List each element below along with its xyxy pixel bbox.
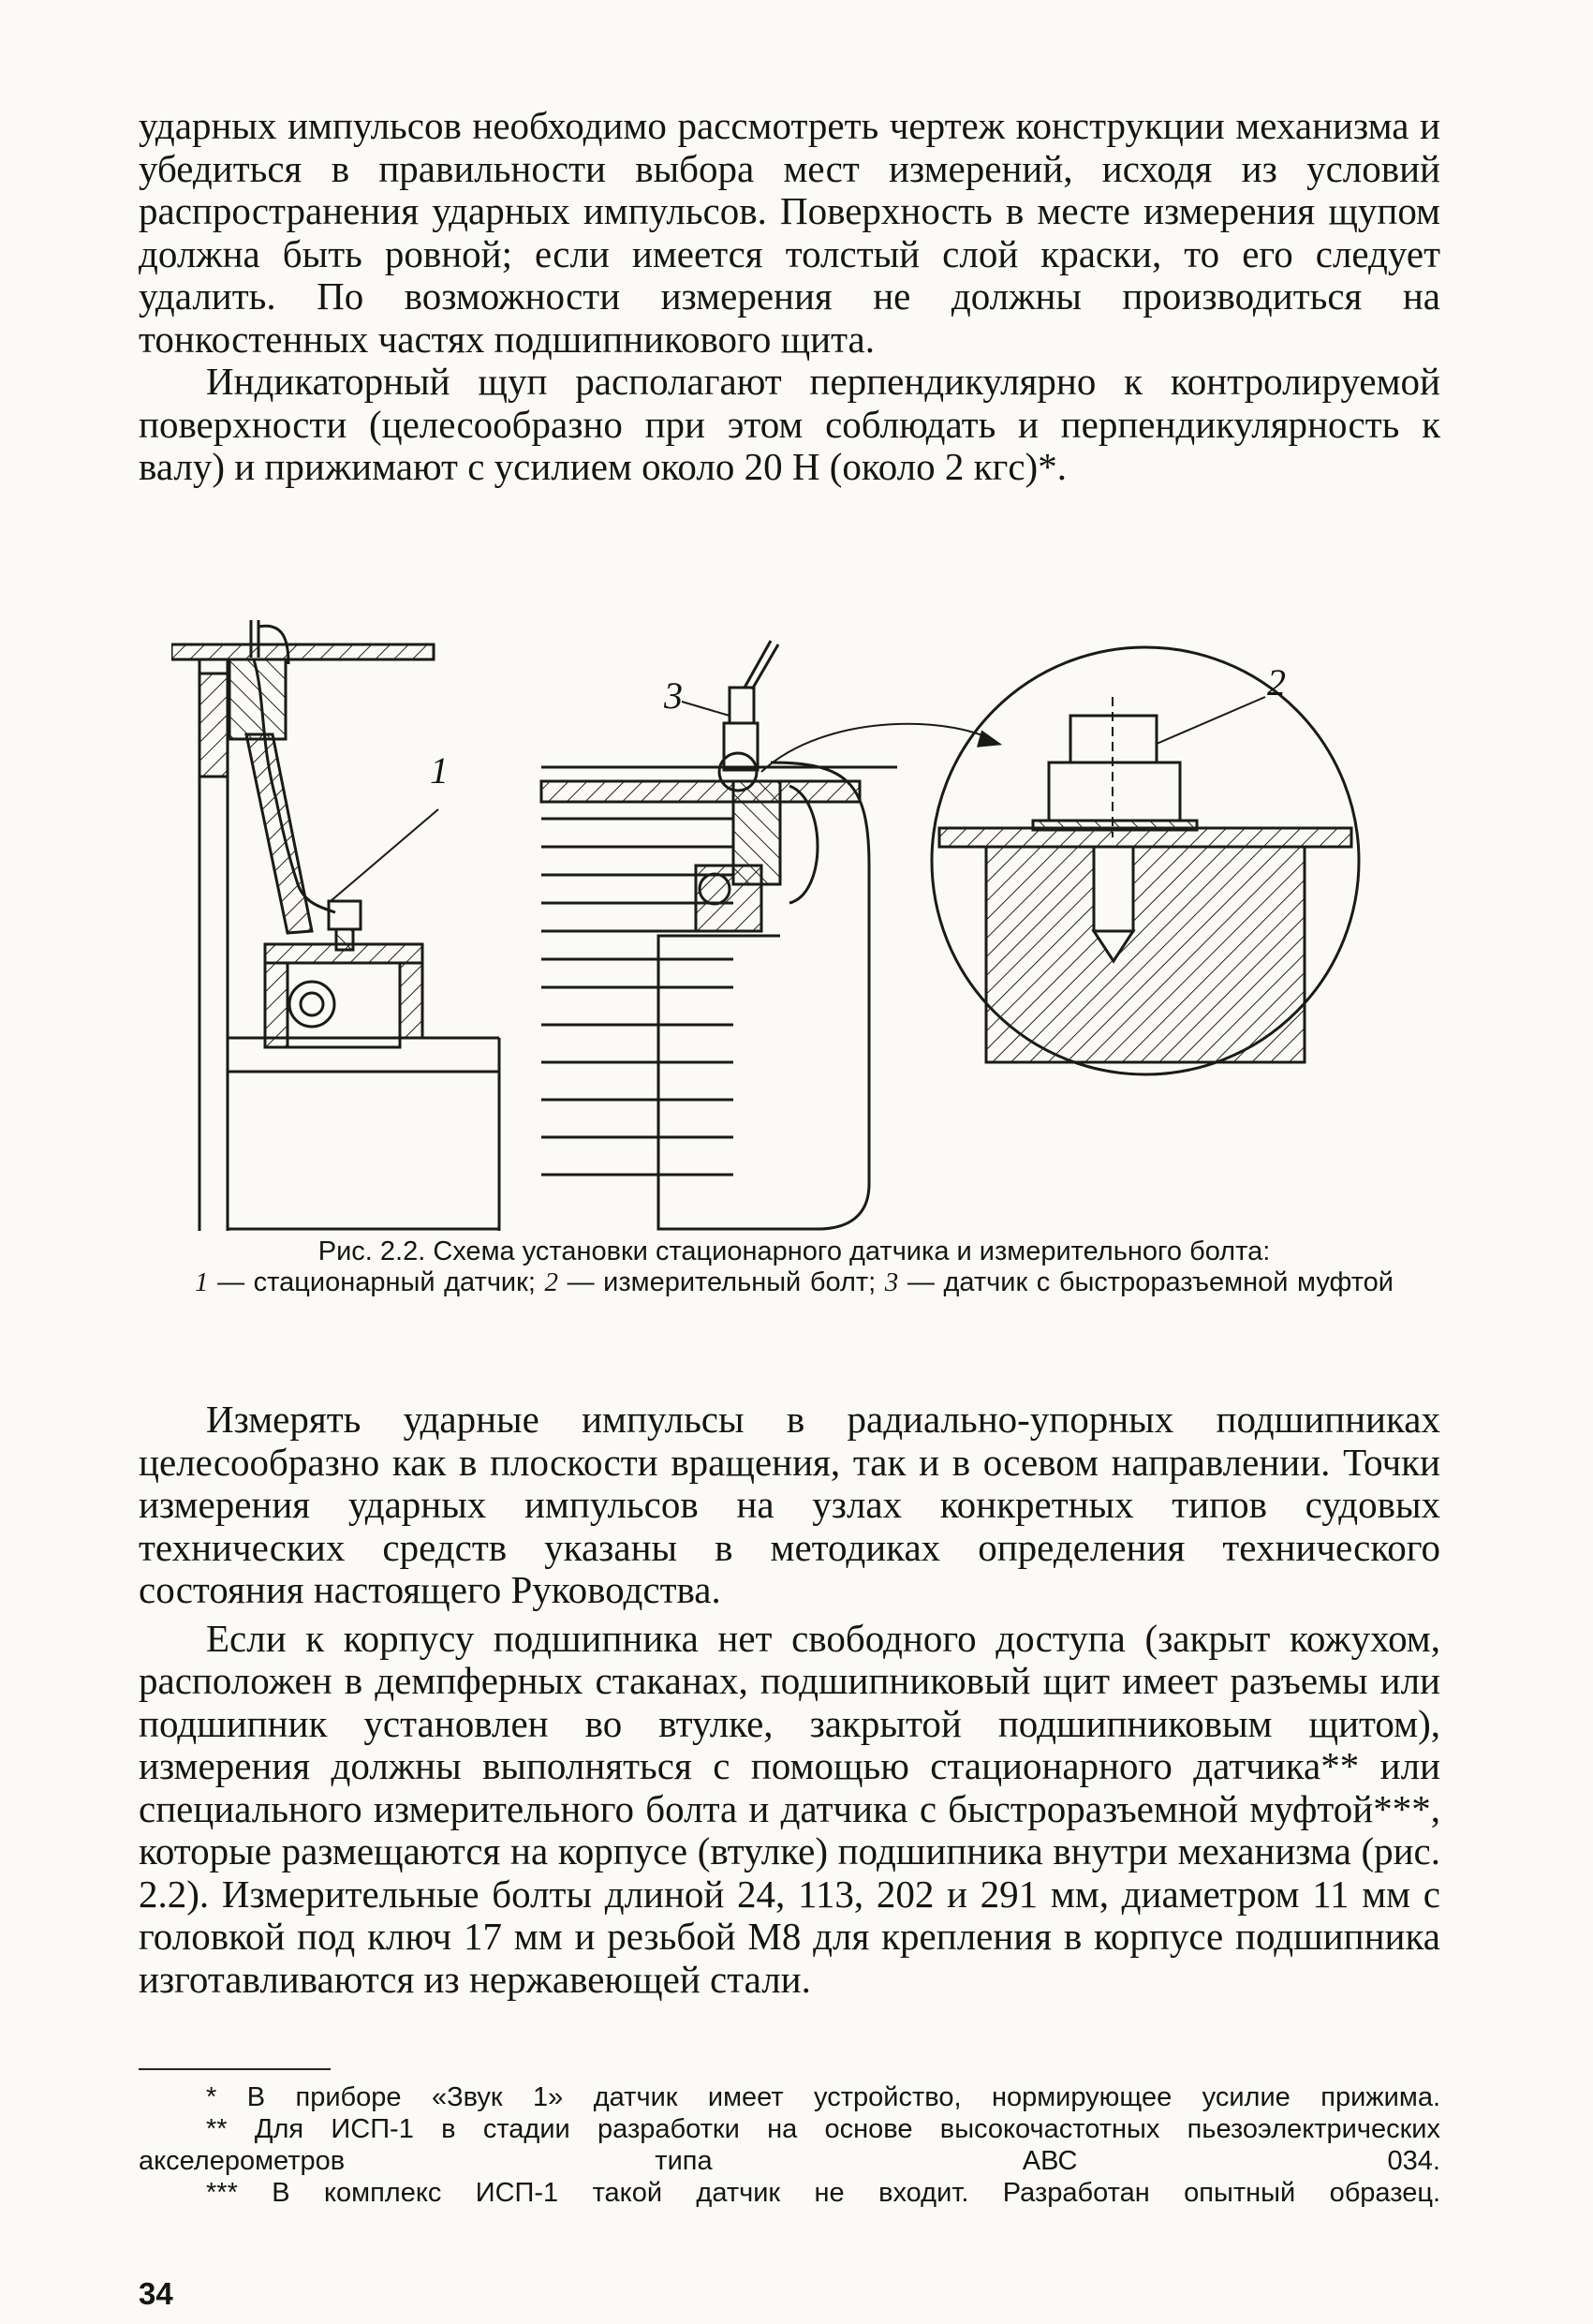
legend-2-text: — измерительный болт; bbox=[567, 1267, 877, 1297]
paragraph-radial-bearings: Измерять ударные импульсы в радиально-упорных подшипниках целесообразно как в плоскости вращения, так и в осевом направлении. Точки измерения ударных импульсов на узлах конкретных типов судовых технических средств указаны в методиках определения технического состояния настоящего Руководства. bbox=[139, 1398, 1440, 1611]
page bbox=[139, 104, 1440, 2311]
footnote-1: * В приборе «Звук 1» датчик имеет устройство, нормирующее усилие прижима. bbox=[206, 2082, 1440, 2112]
legend-3-num: 3 bbox=[884, 1267, 899, 1297]
figure-sensor-installation bbox=[171, 585, 1417, 1231]
figure-label-1: 1 bbox=[430, 749, 449, 792]
caption-title: Рис. 2.2. Схема установки стационарного датчика и измерительного болта: bbox=[317, 1236, 1271, 1266]
legend-3-text: — датчик с быстроразъемной муфтой bbox=[907, 1267, 1394, 1297]
footnote-2: ** Для ИСП-1 в стадии разработки на основе высокочастотных пьезоэлектрических акселерометров типа АВС 034. bbox=[139, 2114, 1440, 2176]
legend-1-num: 1 bbox=[195, 1267, 209, 1297]
figure-label-3: 3 bbox=[664, 674, 683, 717]
caption-legend bbox=[195, 1267, 1394, 1298]
body-after-figure bbox=[139, 1399, 1440, 2001]
legend-2-num: 2 bbox=[544, 1267, 558, 1297]
paragraph-top: ударных импульсов необходимо рассмотреть чертеж конструкции механизма и убедиться в правильности выбора мест измерений, исходя из условий распространения ударных импульсов. Поверхность в месте измерения щупом должна быть ровной; если имеется толстый слой краски, то его следует удалить. По возможности измерения не должны производиться на тонкостенных частях подшипникового щита. bbox=[139, 104, 1440, 361]
middle-view-bolt bbox=[541, 641, 998, 1229]
page-number: 34 bbox=[139, 2276, 173, 2311]
figure-caption bbox=[195, 1236, 1394, 1298]
footnote-3: *** В комплекс ИСП-1 такой датчик не входит. Разработан опытный образец. bbox=[206, 2178, 1440, 2208]
footnotes bbox=[139, 2081, 1440, 2209]
figure-drawing bbox=[171, 585, 1417, 1231]
legend-1-text: — стационарный датчик; bbox=[217, 1267, 536, 1297]
right-view-detail bbox=[932, 647, 1359, 1074]
paragraph-probe: Индикаторный щуп располагают перпендикулярно к контролируемой поверхности (целесообразно при этом соблюдать и перпендикулярность к валу) и прижимают с усилием около 20 Н (около 2 кгс)*. bbox=[139, 360, 1440, 488]
paragraph-no-access: Если к корпусу подшипника нет свободного доступа (закрыт кожухом, расположен в демпферных стаканах, подшипниковый щит имеет разъемы или подшипник установлен во втулке, закрытой подшипниковым щитом), измерения должны выполняться с помощью стационарного датчика** или специального измерительного болта и датчика с быстроразъемной муфтой***, которые размещаются на корпусе (втулке) подшипника внутри механизма (рис. 2.2). Измерительные болты длиной 24, 113, 202 и 291 мм, диаметром 11 мм с головкой под ключ 17 мм и резьбой М8 для крепления в корпусе подшипника изготавливаются из нержавеющей стали. bbox=[139, 1616, 1440, 2001]
footnote-divider bbox=[139, 2068, 331, 2070]
left-view-stationary-sensor bbox=[171, 620, 499, 1231]
figure-label-2: 2 bbox=[1267, 661, 1286, 703]
